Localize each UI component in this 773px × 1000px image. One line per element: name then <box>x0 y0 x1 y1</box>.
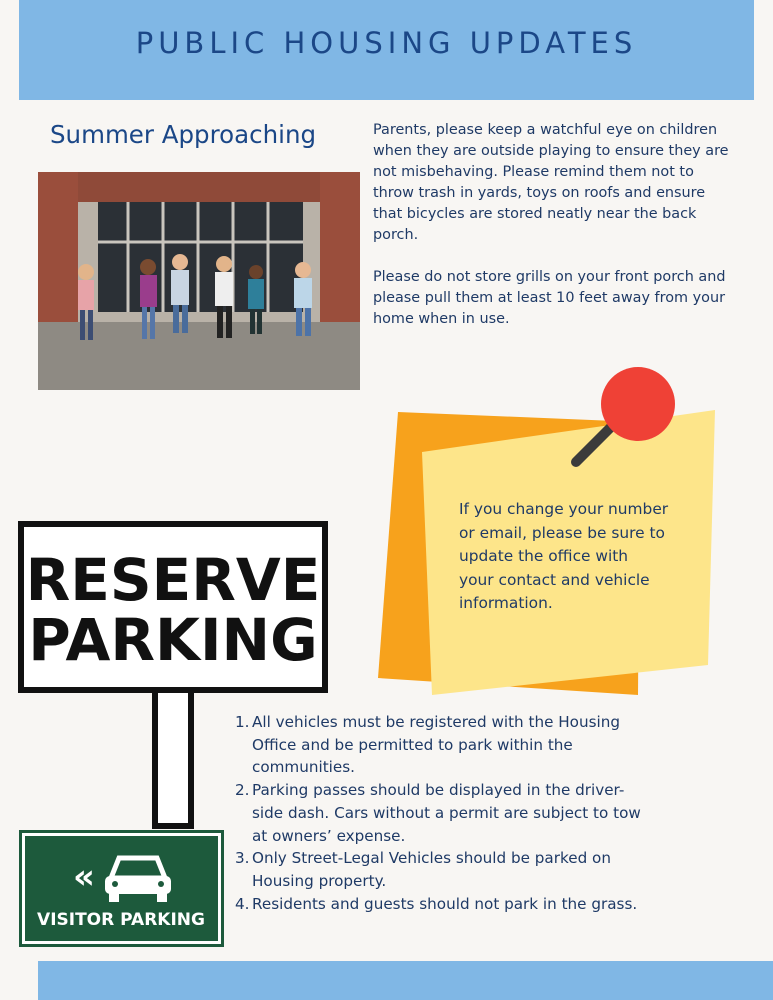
svg-text:«: « <box>73 857 95 897</box>
rule-text: Residents and guests should not park in the grass. <box>252 894 638 913</box>
summer-paragraph-1: Parents, please keep a watchful eye on children when they are outside playing to ensure they are not misbehaving. Please remind them not to throw trash in yards, toys on roofs and ensure that bicycles are stored neatly near the back porch. <box>373 122 729 243</box>
visitor-parking-sign <box>19 830 224 947</box>
list-item <box>232 847 672 892</box>
rule-number: 4. <box>235 894 250 913</box>
note-text: If you change your number or email, please be sure to update the office with your contact and vehicle information. <box>459 500 669 612</box>
rule-number: 1. <box>235 713 250 731</box>
summer-paragraph-2: Please do not store grills on your front porch and please pull them at least 10 feet away from your home when in use. <box>373 269 726 327</box>
parking-rules-list <box>232 711 672 915</box>
summer-text <box>373 120 763 351</box>
page-title: PUBLIC HOUSING UPDATES <box>135 26 638 60</box>
sign-line-2: PARKING <box>28 606 318 674</box>
footer-band <box>38 961 773 1000</box>
visitor-parking-label: VISITOR PARKING <box>37 910 205 930</box>
rule-text: All vehicles must be registered with the Housing Office and be permitted to park within the communities. <box>252 713 620 777</box>
list-item <box>232 779 672 847</box>
rule-number: 2. <box>235 781 250 800</box>
list-item <box>232 711 672 779</box>
summer-title: Summer Approaching <box>50 120 317 149</box>
rule-text: Only Street-Legal Vehicles should be parked on Housing property. <box>252 849 611 890</box>
list-item <box>232 893 672 916</box>
children-running-photo <box>38 172 360 390</box>
sign-line-1: RESERVE <box>25 546 321 614</box>
rule-text: Parking passes should be displayed in the driver- side dash. Cars without a permit are subject to tow at owners’ expense. <box>252 781 641 845</box>
rule-number: 3. <box>235 849 250 868</box>
header-band <box>19 0 754 100</box>
